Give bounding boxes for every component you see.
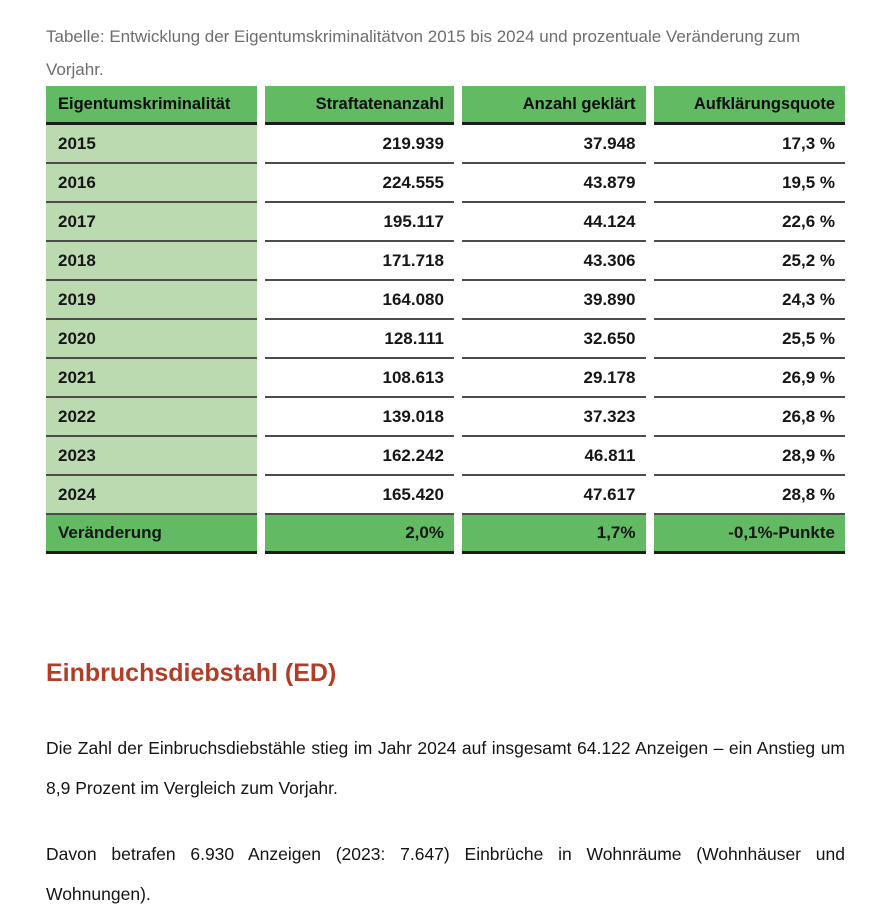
value-cell: 43.879 [462, 164, 646, 203]
table-header-row [46, 86, 845, 125]
value-cell: 128.111 [265, 320, 454, 359]
value-cell: 28,8 % [654, 476, 846, 515]
footer-value-cell: 2,0% [265, 515, 454, 554]
table-row-2015 [46, 125, 845, 164]
value-cell: 28,9 % [654, 437, 846, 476]
column-header-anzahl-geklaert: Anzahl geklärt [462, 86, 646, 125]
table-row-2016 [46, 164, 845, 203]
table-row-2018 [46, 242, 845, 281]
footer-value-cell: 1,7% [462, 515, 646, 554]
value-cell: 162.242 [265, 437, 454, 476]
value-cell: 19,5 % [654, 164, 846, 203]
value-cell: 22,6 % [654, 203, 846, 242]
paragraph-einbruchsdiebstahl-2: Davon betrafen 6.930 Anzeigen (2023: 7.647) Einbrüche in Wohnräume (Wohnhäuser und Wohnungen). [46, 844, 845, 904]
year-cell: 2019 [46, 281, 257, 320]
column-header-eigentumskriminalitaet: Eigentumskriminalität [46, 86, 257, 125]
value-cell: 17,3 % [654, 125, 846, 164]
table-row-2021 [46, 359, 845, 398]
paragraph-einbruchsdiebstahl-1: Die Zahl der Einbruchsdiebstähle stieg im Jahr 2024 auf insgesamt 64.122 Anzeigen – ein Anstieg um 8,9 Prozent im Vergleich zum Vorjahr. [46, 738, 845, 798]
value-cell: 25,5 % [654, 320, 846, 359]
value-cell: 37.948 [462, 125, 646, 164]
value-cell: 219.939 [265, 125, 454, 164]
value-cell: 32.650 [462, 320, 646, 359]
year-cell: 2020 [46, 320, 257, 359]
table-row-2022 [46, 398, 845, 437]
year-cell: 2021 [46, 359, 257, 398]
value-cell: 26,8 % [654, 398, 846, 437]
table-caption: Tabelle: Entwicklung der Eigentumskriminalitätvon 2015 bis 2024 und prozentuale Veränderung zum Vorjahr. [46, 27, 801, 79]
year-cell: 2015 [46, 125, 257, 164]
year-cell: 2016 [46, 164, 257, 203]
property-crime-table [46, 86, 845, 554]
value-cell: 171.718 [265, 242, 454, 281]
value-cell: 224.555 [265, 164, 454, 203]
value-cell: 39.890 [462, 281, 646, 320]
year-cell: 2023 [46, 437, 257, 476]
value-cell: 29.178 [462, 359, 646, 398]
table-row-2017 [46, 203, 845, 242]
footer-label-cell: Veränderung [46, 515, 257, 554]
value-cell: 46.811 [462, 437, 646, 476]
section-heading-einbruchsdiebstahl: Einbruchsdiebstahl (ED) [46, 659, 337, 687]
value-cell: 25,2 % [654, 242, 846, 281]
footer-value-cell: -0,1%-Punkte [654, 515, 846, 554]
value-cell: 108.613 [265, 359, 454, 398]
year-cell: 2017 [46, 203, 257, 242]
year-cell: 2022 [46, 398, 257, 437]
year-cell: 2018 [46, 242, 257, 281]
value-cell: 24,3 % [654, 281, 846, 320]
value-cell: 139.018 [265, 398, 454, 437]
value-cell: 47.617 [462, 476, 646, 515]
table-row-2024 [46, 476, 845, 515]
column-header-aufklaerungsquote: Aufklärungsquote [654, 86, 846, 125]
value-cell: 165.420 [265, 476, 454, 515]
value-cell: 164.080 [265, 281, 454, 320]
value-cell: 37.323 [462, 398, 646, 437]
value-cell: 195.117 [265, 203, 454, 242]
table-row-2019 [46, 281, 845, 320]
value-cell: 43.306 [462, 242, 646, 281]
year-cell: 2024 [46, 476, 257, 515]
column-header-straftatenanzahl: Straftatenanzahl [265, 86, 454, 125]
value-cell: 26,9 % [654, 359, 846, 398]
table-footer-row-veraenderung [46, 515, 845, 554]
table-row-2020 [46, 320, 845, 359]
value-cell: 44.124 [462, 203, 646, 242]
table-body [46, 125, 845, 515]
table-row-2023 [46, 437, 845, 476]
